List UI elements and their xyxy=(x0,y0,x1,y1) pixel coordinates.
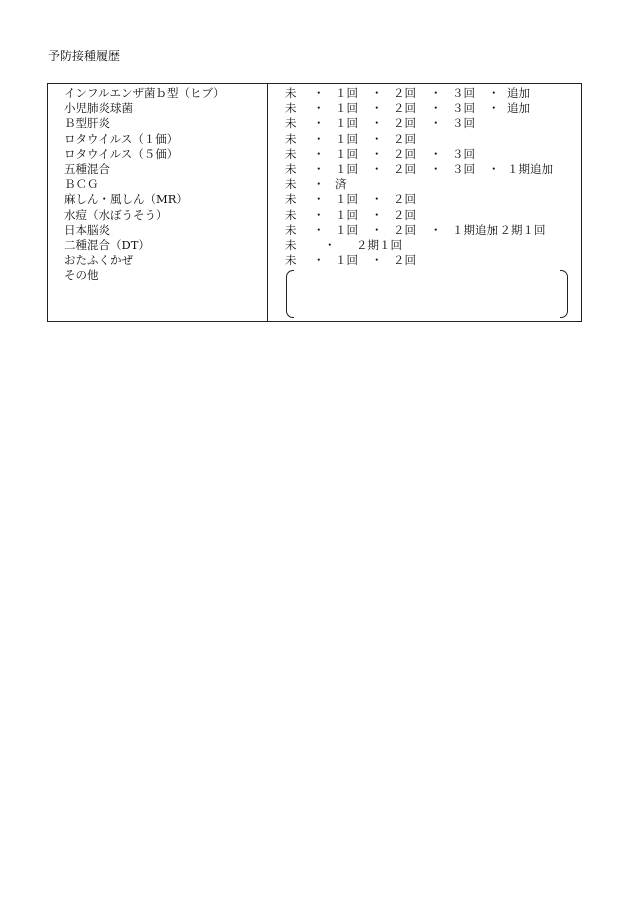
separator-dot: ・ xyxy=(430,116,442,131)
separator-dot: ・ xyxy=(371,116,383,131)
right-bracket xyxy=(560,270,568,318)
status-option[interactable]: 未 xyxy=(285,161,297,176)
status-option[interactable]: ２回 xyxy=(393,253,416,268)
status-option[interactable]: １期追加 xyxy=(452,222,498,237)
separator-dot: ・ xyxy=(430,101,442,116)
status-option[interactable]: １回 xyxy=(335,161,358,176)
vaccine-name: ロタウイルス（５価） xyxy=(64,146,179,161)
status-option[interactable]: ２回 xyxy=(393,161,416,176)
status-option[interactable]: 済 xyxy=(335,177,347,192)
status-option[interactable]: ３回 xyxy=(452,101,475,116)
status-option[interactable]: 未 xyxy=(285,222,297,237)
status-option[interactable]: １期追加 xyxy=(507,161,553,176)
separator-dot: ・ xyxy=(313,222,325,237)
vaccine-status-row xyxy=(267,192,583,207)
separator-dot: ・ xyxy=(313,177,325,192)
separator-dot: ・ xyxy=(371,253,383,268)
status-option[interactable]: １回 xyxy=(335,86,358,100)
vaccine-status-row xyxy=(267,208,583,223)
vaccine-status-row xyxy=(267,132,583,147)
separator-dot: ・ xyxy=(371,192,383,207)
status-option[interactable]: ３回 xyxy=(452,86,475,100)
vaccine-status-column xyxy=(267,86,583,283)
vaccine-status-row xyxy=(267,223,583,238)
separator-dot: ・ xyxy=(313,207,325,222)
separator-dot: ・ xyxy=(313,116,325,131)
status-option[interactable]: ２回 xyxy=(393,146,416,161)
vaccine-name: その他 xyxy=(64,268,99,283)
status-option[interactable]: ２回 xyxy=(393,207,416,222)
status-option[interactable]: １回 xyxy=(335,207,358,222)
vaccine-status-row xyxy=(267,177,583,192)
separator-dot: ・ xyxy=(313,161,325,176)
status-option[interactable]: 追加 xyxy=(507,86,530,100)
status-option[interactable]: 未 xyxy=(285,116,297,131)
status-option[interactable]: 未 xyxy=(285,86,297,100)
separator-dot: ・ xyxy=(430,146,442,161)
status-option[interactable]: ２回 xyxy=(393,222,416,237)
separator-dot: ・ xyxy=(371,131,383,146)
status-option[interactable]: １回 xyxy=(335,222,358,237)
status-option[interactable]: 未 xyxy=(285,253,297,268)
separator-dot: ・ xyxy=(371,146,383,161)
vaccine-name: おたふくかぜ xyxy=(64,253,133,268)
vaccine-name: 五種混合 xyxy=(64,161,110,176)
separator-dot: ・ xyxy=(371,207,383,222)
status-option[interactable]: １回 xyxy=(335,101,358,116)
status-option[interactable]: １回 xyxy=(335,146,358,161)
separator-dot: ・ xyxy=(371,86,383,100)
vaccine-status-row xyxy=(267,147,583,162)
separator-dot: ・ xyxy=(488,161,500,176)
status-option[interactable]: １回 xyxy=(335,116,358,131)
separator-dot: ・ xyxy=(488,86,500,100)
separator-dot: ・ xyxy=(313,101,325,116)
vaccine-name: 日本脳炎 xyxy=(64,222,110,237)
vaccine-name-column xyxy=(64,86,225,283)
status-option[interactable]: ・２期１回 xyxy=(488,222,546,237)
status-option[interactable]: 追加 xyxy=(507,101,530,116)
status-option[interactable]: 未 xyxy=(285,131,297,146)
vaccine-status-row xyxy=(267,101,583,116)
status-option[interactable]: 未 xyxy=(285,237,297,252)
status-option[interactable]: ２回 xyxy=(393,86,416,100)
separator-dot: ・ xyxy=(371,101,383,116)
status-option[interactable]: ２回 xyxy=(393,131,416,146)
status-option[interactable]: １回 xyxy=(335,253,358,268)
separator-dot: ・ xyxy=(371,161,383,176)
vaccine-status-row xyxy=(267,86,583,101)
separator-dot: ・ xyxy=(313,131,325,146)
separator-dot: ・ xyxy=(324,237,336,252)
separator-dot: ・ xyxy=(313,192,325,207)
status-option[interactable]: ２回 xyxy=(393,192,416,207)
separator-dot: ・ xyxy=(313,253,325,268)
left-bracket xyxy=(286,270,294,318)
status-option[interactable]: 未 xyxy=(285,146,297,161)
status-option[interactable]: ２回 xyxy=(393,116,416,131)
separator-dot: ・ xyxy=(430,86,442,100)
status-option[interactable]: ２期１回 xyxy=(356,237,402,252)
vaccine-name: 水痘（水ぼうそう） xyxy=(64,207,168,222)
status-option[interactable]: ２回 xyxy=(393,101,416,116)
vaccine-name: 二種混合（DT） xyxy=(64,237,150,252)
page-title: 予防接種履歴 xyxy=(48,49,121,63)
separator-dot: ・ xyxy=(488,101,500,116)
vaccine-name: ＢＣＧ xyxy=(64,177,99,192)
separator-dot: ・ xyxy=(430,222,442,237)
vaccine-status-row xyxy=(267,116,583,131)
status-option[interactable]: ３回 xyxy=(452,146,475,161)
separator-dot: ・ xyxy=(430,161,442,176)
vaccine-name: 小児肺炎球菌 xyxy=(64,101,133,116)
vaccine-name: ロタウイルス（１価） xyxy=(64,131,179,146)
vaccine-name: Ｂ型肝炎 xyxy=(64,116,110,131)
status-option[interactable]: １回 xyxy=(335,192,358,207)
vaccine-status-row xyxy=(267,162,583,177)
status-option[interactable]: ３回 xyxy=(452,116,475,131)
status-option[interactable]: 未 xyxy=(285,192,297,207)
other-vaccines-entry-box[interactable] xyxy=(286,270,568,318)
vaccination-record-table xyxy=(47,83,582,322)
status-option[interactable]: ３回 xyxy=(452,161,475,176)
status-option[interactable]: 未 xyxy=(285,207,297,222)
status-option[interactable]: １回 xyxy=(335,131,358,146)
vaccine-name: インフルエンザ菌ｂ型（ヒブ） xyxy=(64,86,225,100)
separator-dot: ・ xyxy=(371,222,383,237)
status-option[interactable]: 未 xyxy=(285,177,297,192)
vaccine-status-row xyxy=(267,238,583,253)
separator-dot: ・ xyxy=(313,146,325,161)
status-option[interactable]: 未 xyxy=(285,101,297,116)
separator-dot: ・ xyxy=(313,86,325,100)
vaccine-status-row xyxy=(267,253,583,268)
vaccine-name: 麻しん・風しん（MR） xyxy=(64,192,188,207)
